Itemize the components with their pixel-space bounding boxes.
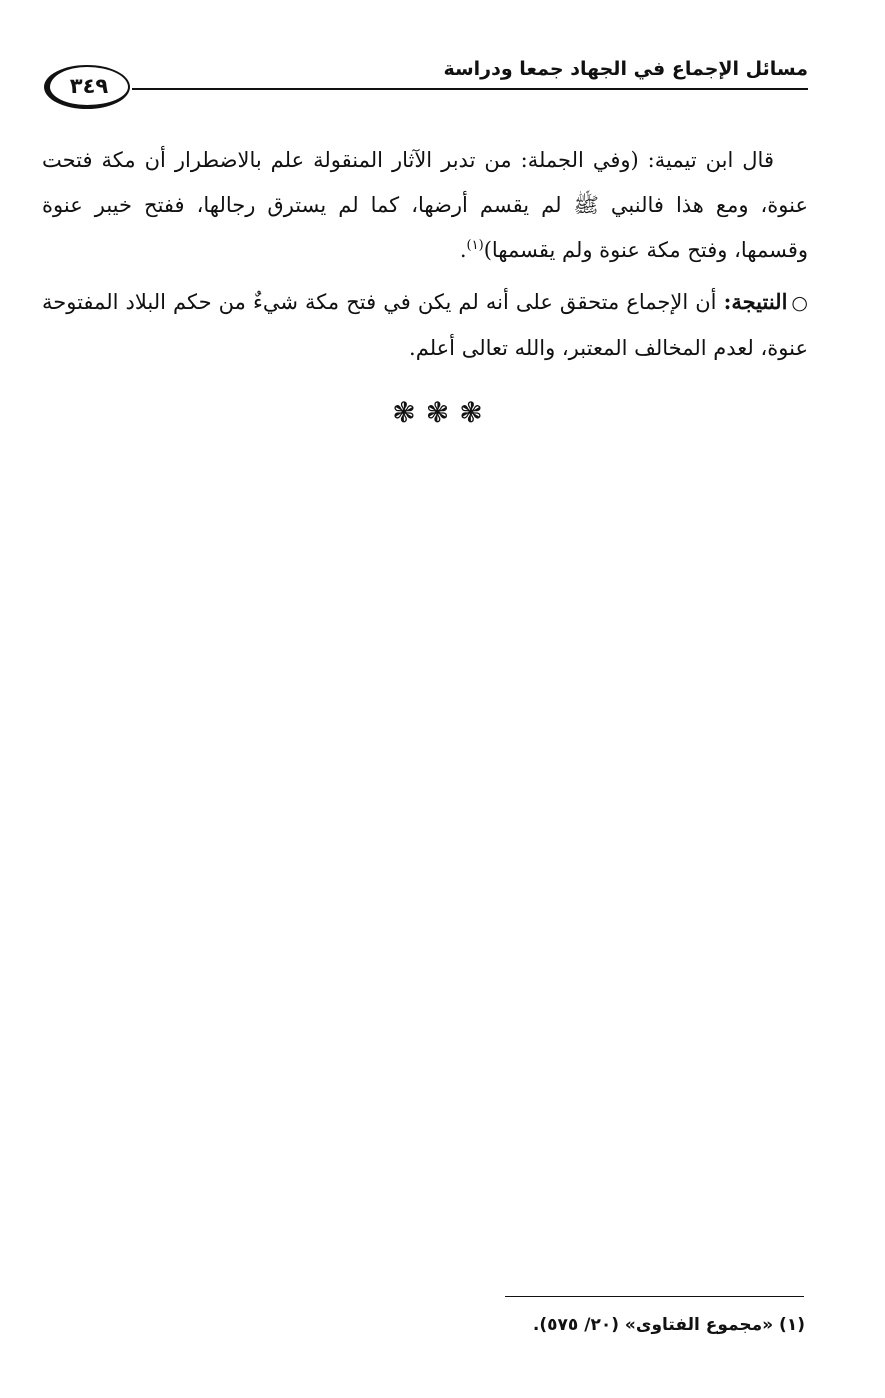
- page-header: [44, 56, 808, 114]
- result-label: النتيجة:: [723, 289, 788, 314]
- footnote-rule: [505, 1296, 804, 1297]
- running-title: مسائل الإجماع في الجهاد جمعا ودراسة: [443, 58, 808, 80]
- page-number-badge: [44, 65, 130, 109]
- footnote-reference: (١): [466, 238, 484, 253]
- paragraph-quote: [42, 138, 808, 273]
- circle-bullet-icon: ○: [791, 292, 808, 314]
- section-separator-stars: ❃❃❃: [392, 396, 493, 429]
- paragraph-quote-end: .: [459, 238, 467, 262]
- header-rule: [132, 88, 808, 90]
- main-text: [42, 138, 808, 371]
- paragraph-result: [42, 279, 808, 371]
- result-text: أن الإجماع متحقق على أنه لم يكن في فتح مكة شيءٌ من حكم البلاد المفتوحة عنوة، لعدم المخالف المعتبر، والله تعالى أعلم.: [42, 290, 808, 360]
- paragraph-quote-text: قال ابن تيمية: (وفي الجملة: من تدبر الآثار المنقولة علم بالاضطرار أن مكة فتحت عنوة، ومع هذا فالنبي ﷺ لم يقسم أرضها، كما لم يسترق رجالها، ففتح خيبر عنوة وقسمها، وفتح مكة عنوة ولم يقسمها): [42, 148, 808, 262]
- footnote: (١) «مجموع الفتاوى» (٢٠/ ٥٧٥).: [532, 1315, 805, 1335]
- page-number: ٣٤٩: [69, 74, 109, 98]
